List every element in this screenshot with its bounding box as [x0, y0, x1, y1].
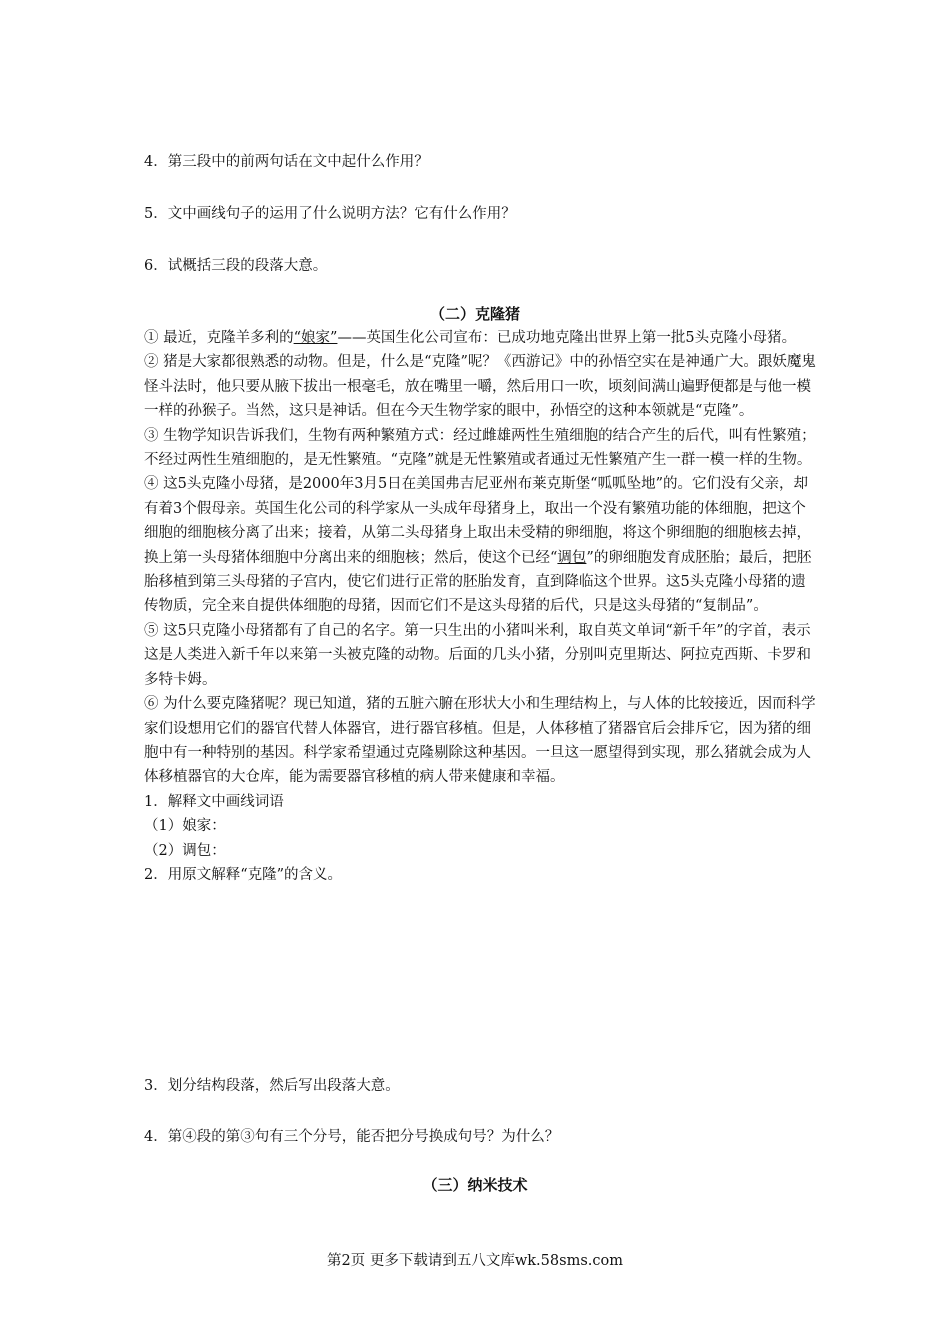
paragraph-5: ⑤ 这5只克隆小母猪都有了自己的名字。第一只生出的小猪叫米利，取自英文单词“新千年”的字首，表示这是人类进入新千年以来第一头被克隆的动物。后面的几头小猪，分别叫克里斯达、阿拉克西斯、卡罗和多特卡姆。	[144, 622, 811, 688]
page-footer: 第2页 更多下载请到五八文库wk.58sms.com	[327, 1253, 623, 1269]
underlined-term-niangjia: “娘家”	[293, 330, 338, 346]
paragraph-3: ③ 生物学知识告诉我们，生物有两种繁殖方式：经过雌雄两性生殖细胞的结合产生的后代，叫有性繁殖；不经过两性生殖细胞的，是无性繁殖。“克隆”就是无性繁殖或者通过无性繁殖产生一群一模一样的生物。	[144, 427, 816, 469]
question-1-b: （2）调包：	[144, 842, 226, 859]
question-5-top: 5．文中画线句子的运用了什么说明方法？它有什么作用？	[144, 206, 516, 222]
underlined-term-diaobao: 调包	[557, 549, 587, 566]
section-2-body	[144, 326, 816, 887]
question-4: 4．第④段的第③句有三个分号，能否把分号换成句号？为什么？	[144, 1129, 560, 1145]
question-6-top: 6．试概括三段的段落大意。	[144, 258, 328, 274]
question-1: 1．解释文中画线词语	[144, 793, 284, 810]
paragraph-6: ⑥ 为什么要克隆猪呢？现已知道，猪的五脏六腑在形状大小和生理结构上，与人体的比较接近，因而科学家们设想用它们的器官代替人体器官，进行器官移植。但是，人体移植了猪器官后会排斥它，因为猪的细胞中有一种特别的基因。科学家希望通过克隆剔除这种基因。一旦这一愿望得到实现，那么猪就会成为人体移植器官的大仓库，能为需要器官移植的病人带来健康和幸福。	[144, 696, 816, 786]
paragraph-2: ② 猪是大家都很熟悉的动物。但是，什么是“克隆”呢？《西游记》中的孙悟空实在是神通广大。跟妖魔鬼怪斗法时，他只要从腋下拔出一根毫毛，放在嘴里一嚼，然后用口一吹，顷刻间满山遍野便都是与他一模一样的孙猴子。当然，这只是神话。但在今天生物学家的眼中，孙悟空的这种本领就是“克隆”。	[144, 354, 816, 420]
question-3: 3．划分结构段落，然后写出段落大意。	[144, 1078, 400, 1094]
paragraph-1: ① 最近，克隆羊多利的“娘家”——英国生化公司宣布：已成功地克隆出世界上第一批5头克隆小母猪。	[144, 330, 797, 346]
question-2: 2．用原文解释“克隆”的含义。	[144, 866, 343, 883]
question-1-a: （1）娘家：	[144, 818, 226, 835]
section-2-title: （二）克隆猪	[429, 305, 520, 323]
question-4-top: 4．第三段中的前两句话在文中起什么作用？	[144, 154, 429, 170]
paragraph-4: ④ 这5头克隆小母猪，是2000年3月5日在美国弗吉尼亚州布莱克斯堡“呱呱坠地”的。它们没有父亲，却有着3个假母亲。英国生化公司的科学家从一头成年母猪身上，取出一个没有繁殖功能的体细胞，把这个细胞的细胞核分离了出来；接着，从第二头母猪身上取出未受精的卵细胞，将这个卵细胞的细胞核去掉，换上第一头母猪体细胞中分离出来的细胞核；然后，使这个已经“调包”的卵细胞发育成胚胎；最后，把胚胎移植到第三头母猪的子宫内，使它们进行正常的胚胎发育，直到降临这个世界。这5头克隆小母猪的遗传物质，完全来自提供体细胞的母猪，因而它们不是这头母猪的后代，只是这头母猪的“复制品”。	[144, 476, 812, 615]
section-3-title: （三）纳米技术	[422, 1176, 528, 1194]
